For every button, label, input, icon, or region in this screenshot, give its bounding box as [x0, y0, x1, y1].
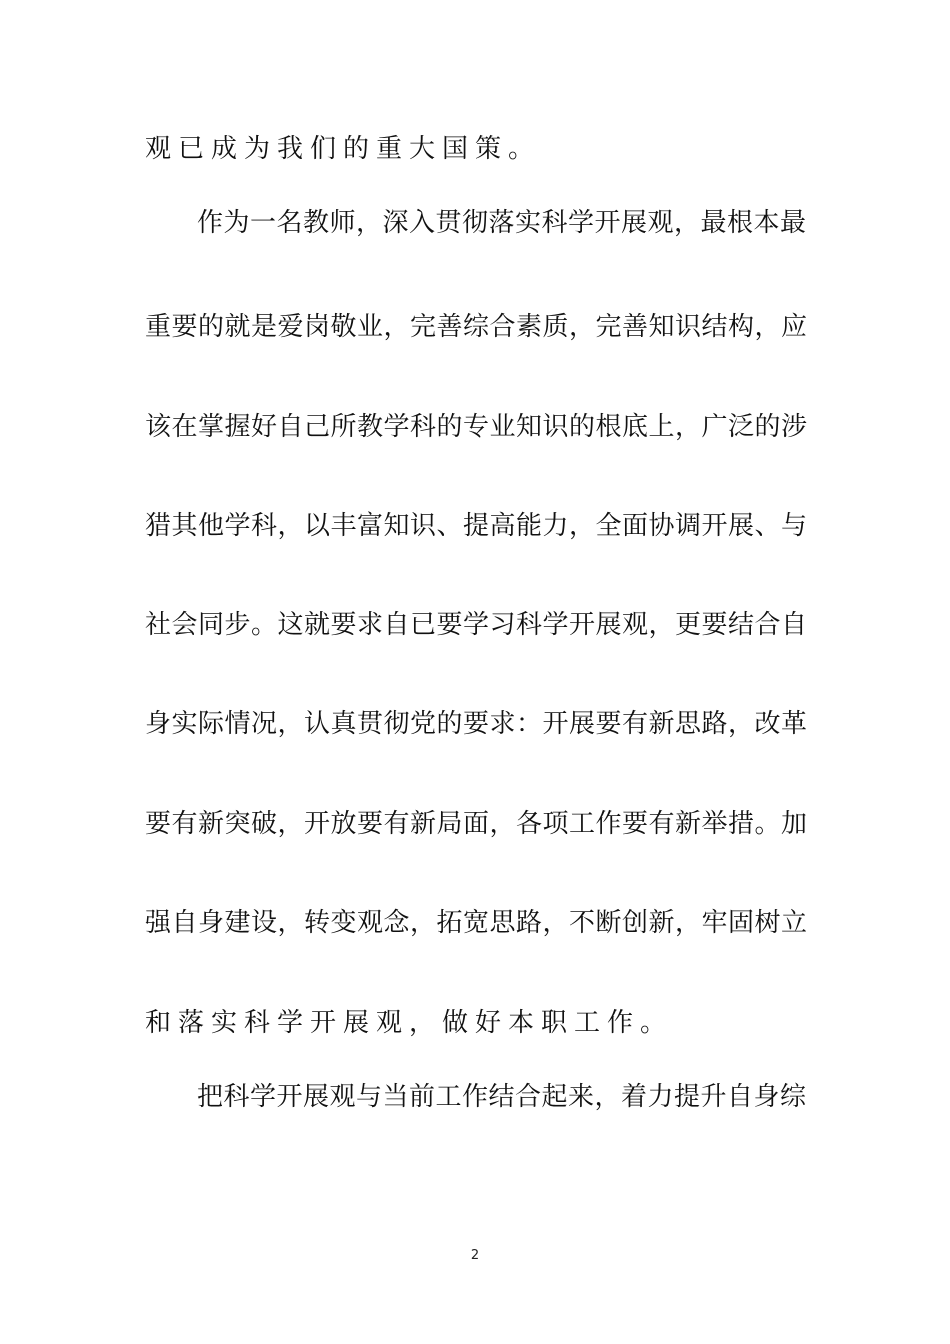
- text-line-10: 和落实科学开展观，做好本职工作。: [145, 1008, 674, 1038]
- text-line-3: 重要的就是爱岗敬业，完善综合素质，完善知识结构，应: [145, 312, 808, 342]
- page-number: 2: [470, 1248, 480, 1263]
- text-line-6: 社会同步。这就要求自已要学习科学开展观，更要结合自: [145, 610, 808, 640]
- text-line-8: 要有新突破，开放要有新局面，各项工作要有新举措。加: [145, 809, 808, 839]
- text-line-1: 观已成为我们的重大国策。: [145, 134, 542, 164]
- text-line-4: 该在掌握好自己所教学科的专业知识的根底上，广泛的涉: [145, 412, 808, 442]
- text-line-5: 猎其他学科，以丰富知识、提高能力，全面协调开展、与: [145, 511, 808, 541]
- text-line-9: 强自身建设，转变观念，拓宽思路，不断创新，牢固树立: [145, 908, 808, 938]
- text-line-11: 把科学开展观与当前工作结合起来，着力提升自身综: [197, 1082, 807, 1112]
- text-line-2: 作为一名教师，深入贯彻落实科学开展观，最根本最: [197, 208, 807, 238]
- text-line-7: 身实际情况，认真贯彻党的要求：开展要有新思路，改革: [145, 709, 808, 739]
